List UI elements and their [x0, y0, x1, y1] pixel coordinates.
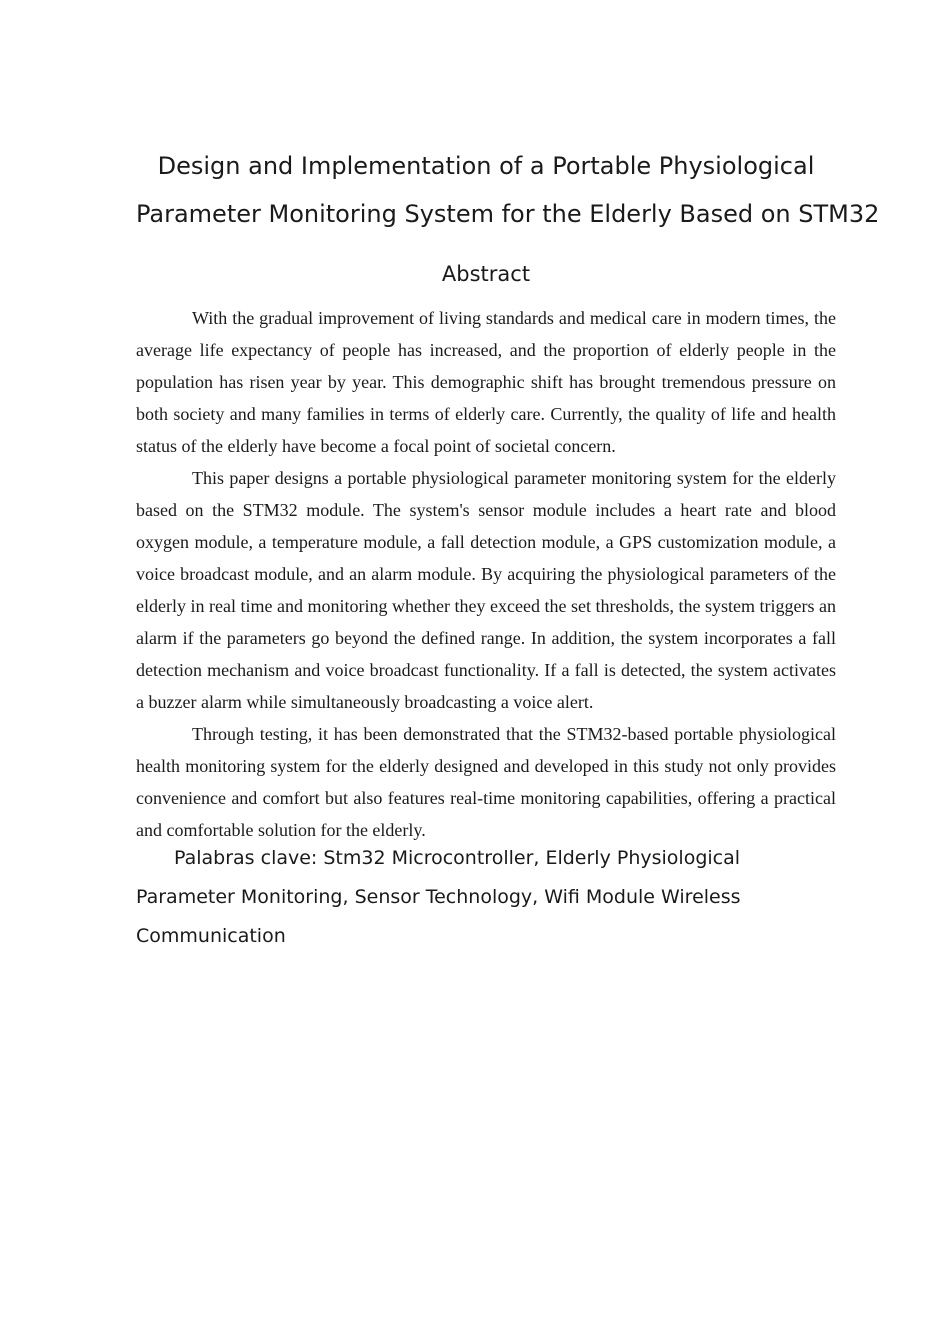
- keywords: Palabras clave: Stm32 Microcontroller, Elderly Physiological Parameter Monitoring, Sensor Technology, Wifi Module Wireless Communication: [136, 847, 741, 947]
- abstract-body: [136, 302, 836, 846]
- abstract-paragraph-3: Through testing, it has been demonstrated that the STM32-based portable physiological health monitoring system for the elderly designed and developed in this study not only provides convenience and comfort but also features real-time monitoring capabilities, offering a practical and comfortable solution for the elderly.: [136, 724, 836, 840]
- document-page: [136, 142, 880, 956]
- abstract-heading: Abstract: [441, 262, 531, 286]
- title-line-2: Parameter Monitoring System for the Elderly Based on STM32: [136, 200, 880, 228]
- abstract-paragraph-2: This paper designs a portable physiological parameter monitoring system for the elderly based on the STM32 module. The system's sensor module includes a heart rate and blood oxygen module, a temperature module, a fall detection module, a GPS customization module, a voice broadcast module, and an alarm module. By acquiring the physiological parameters of the elderly in real time and monitoring whether they exceed the set thresholds, the system triggers an alarm if the parameters go beyond the defined range. In addition, the system incorporates a fall detection mechanism and voice broadcast functionality. If a fall is detected, the system activates a buzzer alarm while simultaneously broadcasting a voice alert.: [136, 468, 836, 712]
- title-line-1: Design and Implementation of a Portable Physiological: [157, 152, 815, 180]
- document-title: [136, 142, 880, 238]
- abstract-paragraph-1: With the gradual improvement of living standards and medical care in modern times, the average life expectancy of people has increased, and the proportion of elderly people in the population has risen year by year. This demographic shift has brought tremendous pressure on both society and many families in terms of elderly care. Currently, the quality of life and health status of the elderly have become a focal point of societal concern.: [136, 308, 836, 456]
